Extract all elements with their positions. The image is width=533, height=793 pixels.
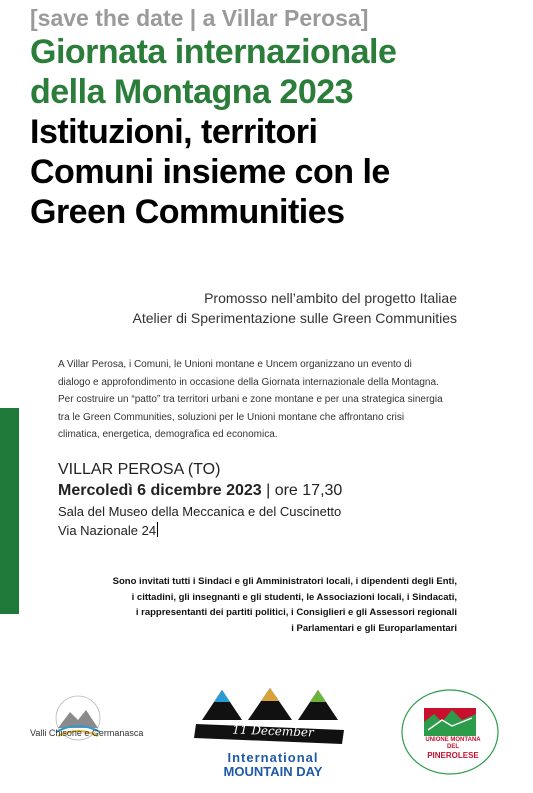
- mountain-day-line-1: International: [227, 750, 319, 765]
- invite-block: [113, 574, 457, 636]
- subtitle-line-3: Green Communities: [30, 193, 345, 231]
- mountain-day-line-2: MOUNTAIN DAY: [223, 764, 323, 779]
- promo-block: [133, 288, 457, 328]
- left-logo-caption: Valli Chisone e Germanasca: [30, 728, 144, 738]
- event-venue: Sala del Museo della Meccanica e del Cuscinetto: [58, 504, 342, 519]
- mountain-day-ribbon-text: 11 December: [232, 722, 314, 740]
- text-cursor: [157, 522, 158, 537]
- event-city: VILLAR PEROSA (TO): [58, 461, 221, 478]
- right-logo-caption-2: PINEROLESE: [427, 751, 479, 760]
- subtitle-line-2: Comuni insieme con le: [30, 153, 390, 191]
- event-address-line[interactable]: [58, 521, 478, 540]
- intro-line-5: climatica, energetica, demografica ed economica.: [58, 429, 278, 440]
- event-details: [58, 460, 478, 540]
- pinerolese-logo-icon: [398, 684, 503, 780]
- green-side-bar: [0, 408, 19, 614]
- subtitle-line-1: Istituzioni, territori: [30, 113, 318, 151]
- right-logo-caption: [423, 737, 483, 760]
- intro-line-1: A Villar Perosa, i Comuni, le Unioni montane e Uncem organizzano un evento di: [58, 359, 412, 370]
- invite-line-1: Sono invitati tutti i Sindaci e gli Amministratori locali, i dipendenti degli Enti,: [112, 576, 457, 587]
- intro-line-3: Per costruire un “patto” tra territori urbani e zone montane e per una strategica sinergia: [58, 394, 443, 405]
- event-date: Mercoledì 6 dicembre 2023: [58, 482, 262, 499]
- promo-line-2: Atelier di Sperimentazione sulle Green Communities: [132, 310, 457, 326]
- promo-line-1: Promosso nell’ambito del progetto Italiae: [204, 290, 457, 306]
- event-time: | ore 17,30: [261, 482, 343, 499]
- invite-line-3: i rappresentanti dei partiti politici, i Consiglieri e gli Assessori regionali: [135, 607, 457, 618]
- title-line-1: Giornata internazionale: [30, 33, 397, 71]
- event-date-line: [58, 480, 478, 502]
- intro-paragraph: [58, 356, 458, 444]
- invite-line-2: i cittadini, gli insegnanti e gli studenti, le Associazioni locali, i Sindacati,: [131, 591, 457, 603]
- header: [30, 4, 525, 232]
- event-address: Via Nazionale 24: [58, 523, 157, 538]
- intro-line-4: tra le Green Communities, soluzioni per le Unioni montane che affrontano crisi: [58, 411, 405, 423]
- invite-line-4: i Parlamentari e gli Europarlamentari: [291, 622, 457, 634]
- right-logo-caption-1: UNIONE MONTANA DEL: [425, 737, 481, 750]
- intro-line-2: dialogo e approfondimento in occasione della Giornata internazionale della Montagna.: [58, 376, 439, 388]
- save-the-date: [save the date | a Villar Perosa]: [30, 5, 369, 31]
- title-line-2: della Montagna 2023: [30, 73, 354, 111]
